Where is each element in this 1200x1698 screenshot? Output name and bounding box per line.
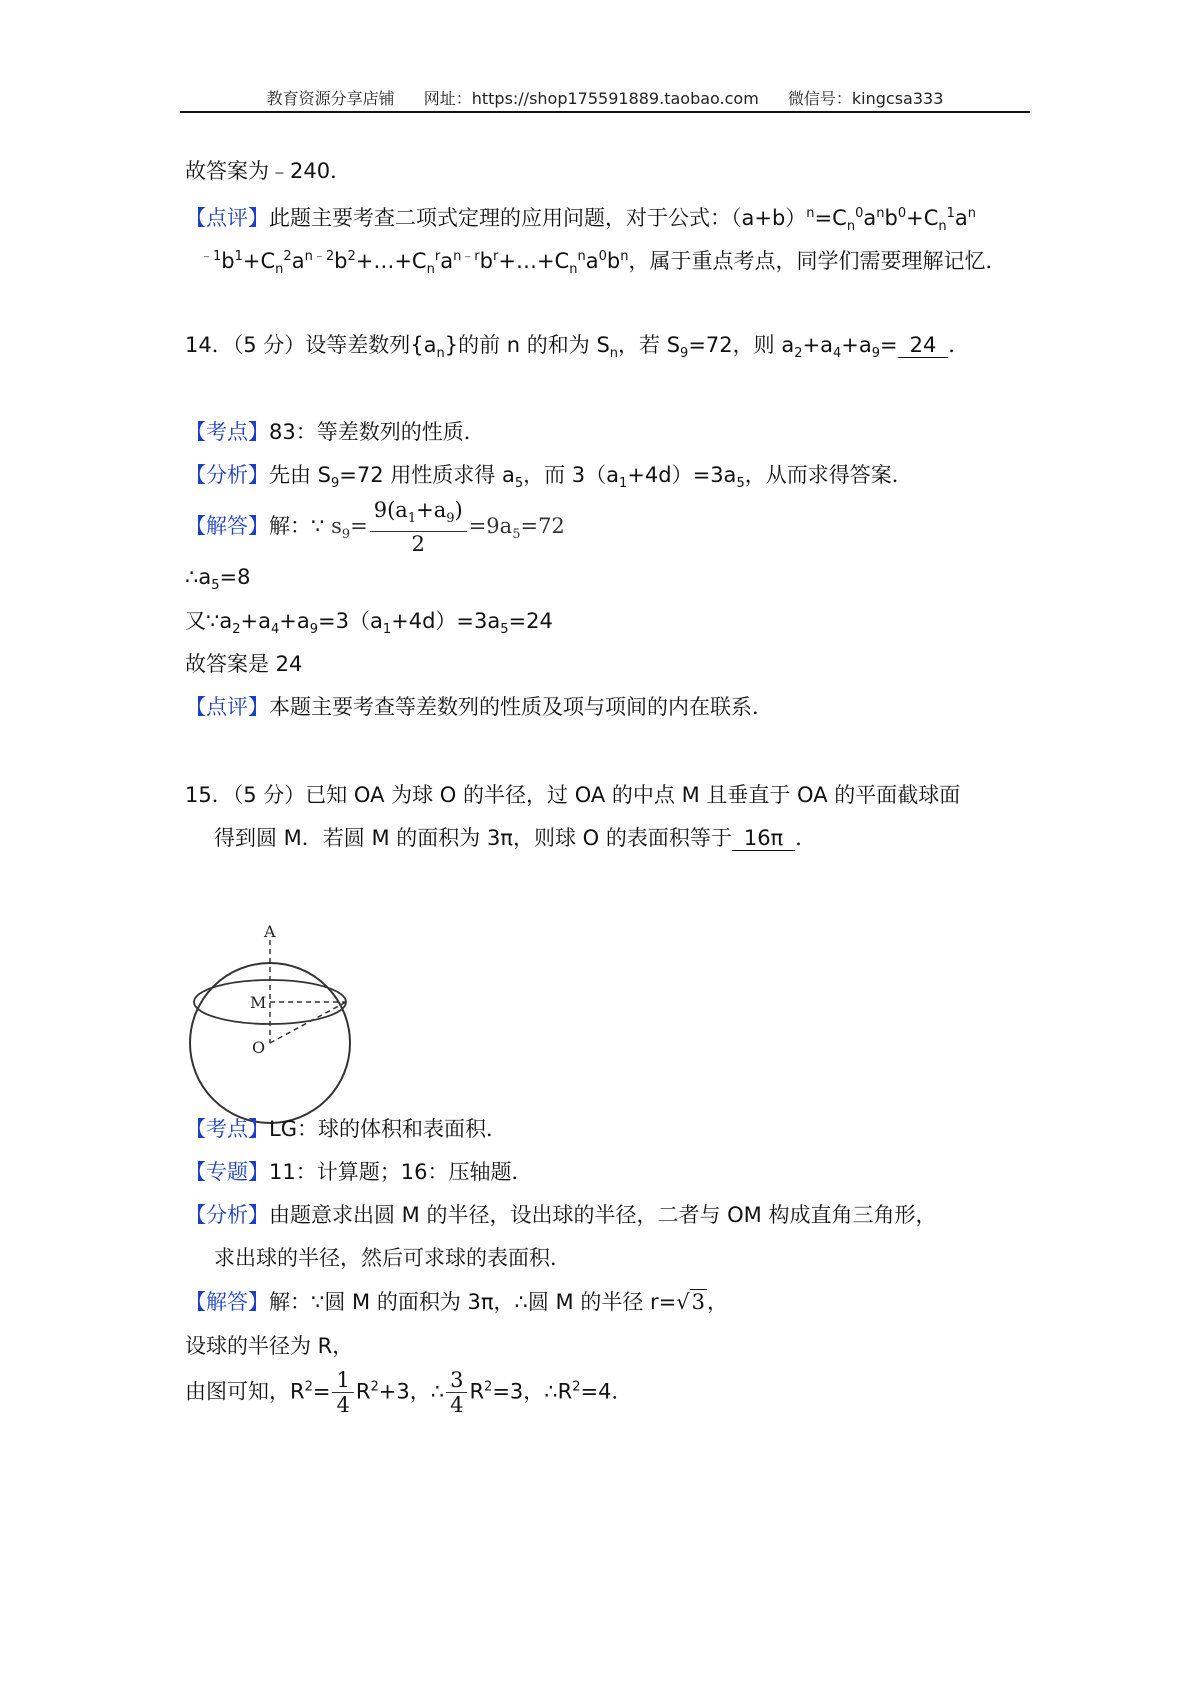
label-a: A	[264, 925, 276, 941]
page-header	[180, 86, 1030, 109]
header-rule	[180, 111, 1030, 113]
q14-stem: 14．（5 分）设等差数列$\{a_n\}$的前 n 的和为 $S_n$，若 $S_9=72$，则 $a_2+a_4+a_9= 24$ ．	[185, 333, 970, 362]
q15-fenxi-2: 求出球的半径，然后可求球的表面积．	[214, 1246, 571, 1270]
label-o: O	[252, 1038, 266, 1057]
q15-kaodian: 【考点】LG：球的体积和表面积．	[185, 1117, 507, 1141]
q15-answer-blank: 16π	[732, 826, 795, 851]
wechat-id: 微信号：kingcsa333	[787, 89, 944, 108]
q15-zhuanti: 【专题】11：计算题；16：压轴题．	[185, 1160, 533, 1184]
q14-review: 【点评】本题主要考查等差数列的性质及项与项间的内在联系．	[185, 695, 773, 719]
q15-stem-1: 15．（5 分）已知 OA 为球 O 的半径，过 OA 的中点 M 且垂直于 OA 的平面截球面	[185, 783, 961, 807]
q14-kaodian: 【考点】83：等差数列的性质．	[185, 420, 485, 444]
q14-you: 又$\because a_2+a_4+a_9=3(a_1+4d)=3a_5=24$	[185, 609, 553, 638]
sphere-figure	[180, 925, 370, 1125]
prev-answer: 故答案为﹣240．	[185, 159, 352, 183]
q15-jieda: 【解答】解：∵圆 M 的面积为 3π，∴圆 M 的半径 r=√3，	[185, 1290, 729, 1314]
shop-name: 教育资源分享店铺	[266, 89, 395, 108]
q14-jieda: 【解答】解：∵ $s_9=$ $\frac{9(a_1+a_9)}{2}$ $=9a_5=72$	[185, 498, 565, 557]
q15-stem-2: 得到圆 M．若圆 M 的面积为 3π，则球 O 的表面积等于 16π ．	[214, 826, 817, 850]
shop-url: 网址：https://shop175591889.taobao.com	[423, 89, 759, 108]
radius-o	[270, 1002, 346, 1043]
q14-fenxi: 【分析】先由 $S_9=72$ 用性质求得 $a_5$，而 $3(a_1+4d)=3a_5$，从而求得答案．	[185, 463, 913, 492]
q14-result: 故答案是 24	[185, 652, 303, 676]
q15-set-r: 设球的半径为 R，	[185, 1334, 354, 1358]
q14-therefore: $\therefore a_5=8$	[185, 565, 251, 594]
prev-review-line-2: $^{﹣1}b^1+C_n^2a^{n﹣2}b^2+\dots+C_n^ra^{n﹣r}b^r+\dots+C_n^na^0b^n$，属于重点考点，同学们需要理解记忆．	[200, 249, 1007, 278]
q15-from-fig: 由图可知，$R^2=$ $\frac{1}{4}$ $R^2+3$，∴ $\frac{3}{4}$ $R^2=3$，$\therefore R^2=4$．	[185, 1368, 633, 1417]
q14-answer-blank: 24	[898, 333, 949, 358]
prev-review-line-1: 【点评】此题主要考查二项式定理的应用问题，对于公式：$(a+b)^n=C_n^0a^nb^0+C_n^1a^n$	[185, 206, 977, 235]
label-m: M	[250, 993, 267, 1012]
review-tag: 【点评】	[185, 206, 269, 230]
q15-fenxi-1: 【分析】由题意求出圆 M 的半径，设出球的半径，二者与 OM 构成直角三角形，	[185, 1203, 937, 1227]
